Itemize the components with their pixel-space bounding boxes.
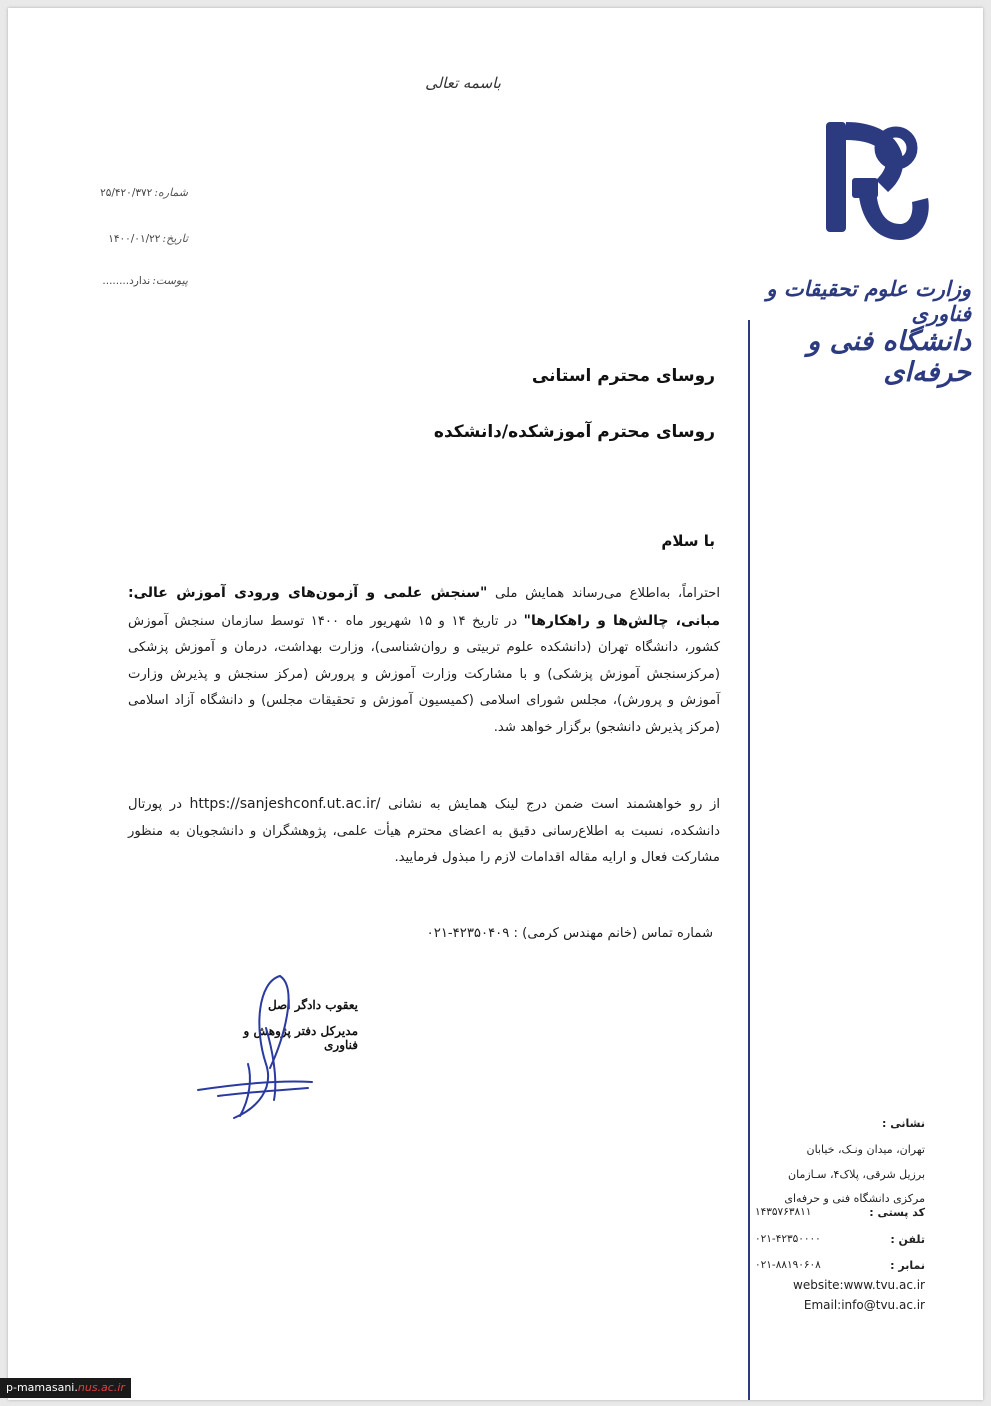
p2-rest: در پورتال دانشکده، نسبت به اطلاع‌رسانی دقیق به اعضای محترم هیأت علمی، پژوهشگران و دانشجویان به منظور مشارکت فعال و ارایه مقاله اقدامات لازم را مبذول فرمایید. <box>128 797 720 865</box>
letter-number-label: شماره: <box>154 186 188 199</box>
conference-title: "سنجش علمی و آزمون‌های ورودی آموزش عالی: مبانی، چالش‌ها و راهکارها" <box>128 585 720 629</box>
postal-code-value: ۱۴۳۵۷۶۳۸۱۱ <box>755 1206 812 1218</box>
conference-link[interactable]: https://sanjeshconf.ut.ac.ir/ <box>189 796 381 812</box>
contact-phone: ۰۲۱-۴۲۳۵۰۴۰۹ <box>426 926 510 941</box>
body-paragraph-2 <box>128 791 720 872</box>
phone-value: ۰۲۱-۴۲۳۵۰۰۰۰ <box>755 1233 821 1245</box>
fax-value: ۰۲۱-۸۸۱۹۰۶۰۸ <box>755 1259 821 1271</box>
contact-label: شماره تماس (خانم مهندس کرمی) : <box>513 926 713 941</box>
letter-number-value: ۲۵/۴۲۰/۳۷۲ <box>100 187 153 199</box>
address-line-3: مرکزی دانشگاه فنی و حرفه‌ای <box>784 1192 925 1205</box>
signatory-name: یعقوب دادگر اصل <box>267 998 358 1012</box>
signatory-title: مدیرکل دفتر پژوهش و فناوری <box>243 1024 358 1052</box>
contact-line <box>293 926 713 941</box>
watermark-prefix: p-mamasani. <box>6 1381 78 1394</box>
letter-date-label: تاریخ: <box>162 232 188 245</box>
letter-number <box>38 186 188 199</box>
letter-date-value: ۱۴۰۰/۰۱/۲۲ <box>108 233 161 245</box>
p1-intro: احتراماً، به‌اطلاع می‌رساند همایش ملی <box>487 586 720 601</box>
body-paragraph-1 <box>128 580 720 741</box>
vertical-divider <box>748 320 750 1400</box>
recipient-1: روسای محترم استانی <box>531 366 715 386</box>
fax-label: نمابر : <box>890 1259 925 1272</box>
letter-attachment-value: ندارد........ <box>102 275 151 287</box>
letter-date <box>38 232 188 245</box>
letter-attachment-label: پیوست: <box>152 274 188 287</box>
address-line-2: برزیل شرقی، پلاک۴، سـازمان <box>788 1168 925 1181</box>
email-text[interactable]: Email:info@tvu.ac.ir <box>803 1298 925 1312</box>
ministry-name: وزارت علوم تحقیقات و فناوری <box>766 276 971 326</box>
recipient-2: روسای محترم آموزشکده/دانشکده <box>433 422 715 442</box>
site-watermark <box>0 1378 131 1398</box>
p2-intro: از رو خواهشمند است ضمن درج لینک همایش به نشانی <box>380 797 720 812</box>
address-label: نشانی : <box>882 1117 925 1130</box>
address-line-1: تهران، میدان ونـک، خیابان <box>806 1143 925 1156</box>
phone-row <box>755 1233 925 1246</box>
letter-attachment <box>38 274 188 287</box>
letter-page <box>8 8 983 1400</box>
watermark-domain: nus.ac.ir <box>77 1381 125 1394</box>
university-name: دانشگاه فنی و حرفه‌ای <box>807 326 971 388</box>
p1-rest: در تاریخ ۱۴ و ۱۵ شهریور ماه ۱۴۰۰ توسط سازمان سنجش آموزش کشور، دانشگاه تهران (دانشکده علوم تربیتی و روان‌شناسی)، وزارت بهداشت، درمان و آموزش پزشکی (مرکزسنجش آموزش پزشکی) و با مشارکت وزارت آموزش و پرورش (مرکز سنجش و پذیرش وزارت آموزش و پرورش)، مجلس شورای اسلامی (کمیسیون آموزش و تحقیقات مجلس) و دانشگاه آزاد اسلامی (مرکز پذیرش دانشجو) برگزار خواهد شد. <box>128 613 720 735</box>
postal-code-row <box>755 1206 925 1219</box>
university-logo-icon <box>808 112 938 262</box>
website-text[interactable]: website:www.tvu.ac.ir <box>793 1278 925 1292</box>
handwritten-signature-icon <box>188 968 328 1128</box>
invocation-text: باسمه تعالی <box>425 74 501 92</box>
postal-code-label: کد پستی : <box>869 1206 925 1219</box>
fax-row <box>755 1259 925 1272</box>
phone-label: تلفن : <box>890 1233 925 1246</box>
greeting: با سلام <box>661 532 715 550</box>
